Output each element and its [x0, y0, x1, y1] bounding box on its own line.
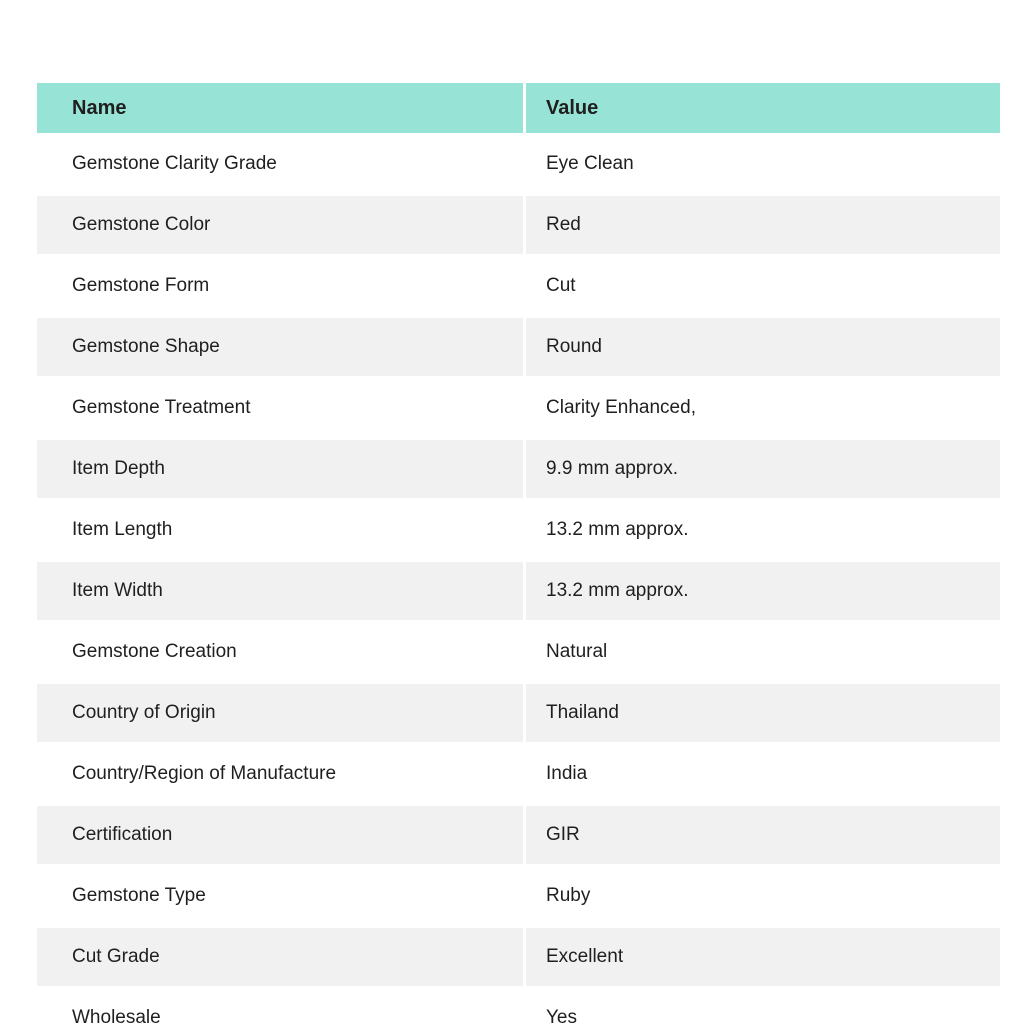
spec-name-cell: Gemstone Treatment [37, 377, 523, 438]
spec-name-cell: Country of Origin [37, 682, 523, 743]
spec-name-cell: Wholesale [37, 987, 523, 1024]
spec-value-cell: Natural [523, 621, 1000, 682]
table-row [37, 743, 1000, 804]
table-row [37, 194, 1000, 255]
table-row [37, 133, 1000, 194]
spec-value-cell: GIR [523, 804, 1000, 865]
spec-value-cell: Yes [523, 987, 1000, 1024]
table-row [37, 499, 1000, 560]
item-specifics-table [37, 83, 1000, 1024]
table-row [37, 682, 1000, 743]
spec-value-cell: Thailand [523, 682, 1000, 743]
table-row [37, 438, 1000, 499]
spec-name-cell: Gemstone Clarity Grade [37, 133, 523, 194]
spec-value-cell: Ruby [523, 865, 1000, 926]
spec-value-cell: 13.2 mm approx. [523, 499, 1000, 560]
table-row [37, 865, 1000, 926]
spec-value-cell: India [523, 743, 1000, 804]
table-row [37, 926, 1000, 987]
spec-name-cell: Certification [37, 804, 523, 865]
specs-table-header [37, 83, 1000, 133]
table-row [37, 560, 1000, 621]
spec-value-cell: Clarity Enhanced, [523, 377, 1000, 438]
spec-name-cell: Country/Region of Manufacture [37, 743, 523, 804]
spec-name-cell: Gemstone Creation [37, 621, 523, 682]
spec-name-cell: Gemstone Type [37, 865, 523, 926]
spec-value-cell: Round [523, 316, 1000, 377]
spec-name-cell: Item Width [37, 560, 523, 621]
spec-value-cell: 9.9 mm approx. [523, 438, 1000, 499]
spec-name-cell: Gemstone Color [37, 194, 523, 255]
table-row [37, 255, 1000, 316]
table-row [37, 621, 1000, 682]
table-row [37, 316, 1000, 377]
specs-table [37, 83, 1000, 1024]
spec-name-cell: Gemstone Form [37, 255, 523, 316]
spec-name-cell: Cut Grade [37, 926, 523, 987]
column-header-value: Value [523, 83, 1000, 133]
spec-name-cell: Item Depth [37, 438, 523, 499]
spec-value-cell: Excellent [523, 926, 1000, 987]
spec-value-cell: 13.2 mm approx. [523, 560, 1000, 621]
spec-name-cell: Item Length [37, 499, 523, 560]
spec-value-cell: Cut [523, 255, 1000, 316]
spec-value-cell: Eye Clean [523, 133, 1000, 194]
header-row [37, 83, 1000, 133]
table-row [37, 377, 1000, 438]
column-header-name: Name [37, 83, 523, 133]
table-row [37, 987, 1000, 1024]
spec-value-cell: Red [523, 194, 1000, 255]
table-row [37, 804, 1000, 865]
specs-table-body [37, 133, 1000, 1024]
spec-name-cell: Gemstone Shape [37, 316, 523, 377]
